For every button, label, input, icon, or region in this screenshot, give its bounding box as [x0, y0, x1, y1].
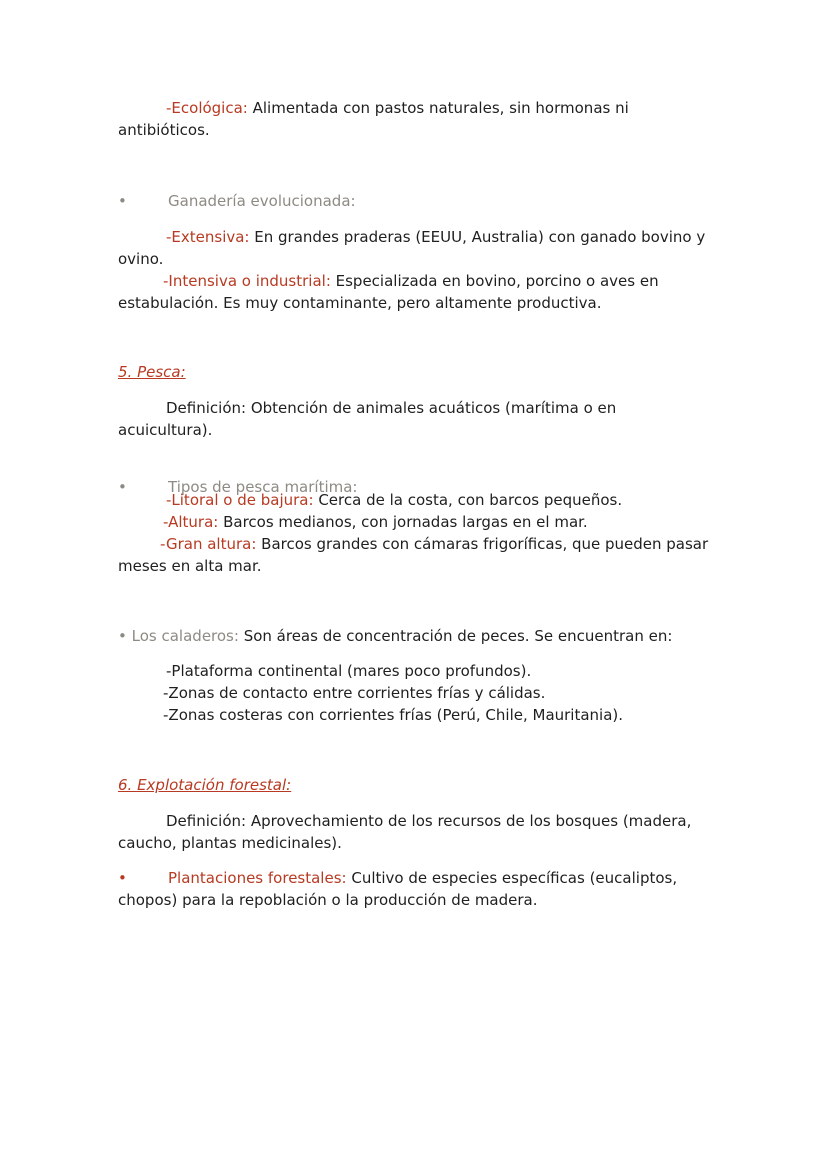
caladeros-item: -Zonas de contacto entre corrientes frías y cálidas.	[163, 684, 546, 702]
pesca-section-title	[118, 361, 713, 383]
altura-label: -Altura:	[163, 513, 219, 531]
bullet-icon: •	[118, 627, 127, 645]
evolucionada-label: Ganadería evolucionada:	[168, 192, 356, 210]
forestal-section-title	[118, 774, 713, 796]
extensiva-text-cont: ovino.	[118, 250, 164, 268]
gran-altura-text: Barcos grandes con cámaras frigoríficas, que pueden pasar	[256, 535, 709, 553]
caladeros-text: Son áreas de concentración de peces. Se encuentran en:	[238, 627, 673, 645]
pesca-definicion	[118, 397, 713, 441]
intensiva-label: -Intensiva o industrial:	[163, 272, 331, 290]
caladeros-item: -Plataforma continental (mares poco profundos).	[166, 662, 532, 680]
extensiva-paragraph	[118, 226, 713, 314]
caladeros-item: -Zonas costeras con corrientes frías (Perú, Chile, Mauritania).	[163, 706, 624, 724]
plantaciones-text-cont: chopos) para la repoblación o la producción de madera.	[118, 891, 538, 909]
forestal-definicion-text: Definición: Aprovechamiento de los recursos de los bosques (madera,	[166, 812, 692, 830]
caladeros-label: Los caladeros:	[131, 627, 239, 645]
pesca-title: 5. Pesca:	[118, 363, 186, 381]
forestal-definicion-cont: caucho, plantas medicinales).	[118, 834, 342, 852]
altura-text: Barcos medianos, con jornadas largas en el mar.	[218, 513, 588, 531]
forestal-definicion	[118, 810, 713, 854]
ecologica-text-cont: antibióticos.	[118, 121, 210, 139]
gran-altura-text-cont: meses en alta mar.	[118, 557, 262, 575]
bullet-icon: •	[118, 192, 127, 210]
plantaciones-label: Plantaciones forestales:	[168, 869, 347, 887]
intensiva-text-cont: estabulación. Es muy contaminante, pero altamente productiva.	[118, 294, 602, 312]
bullet-icon: •	[118, 478, 127, 496]
ecologica-label: -Ecológica:	[166, 99, 248, 117]
litoral-label: -Litoral o de bajura:	[166, 491, 314, 509]
caladeros-heading	[118, 625, 713, 647]
intensiva-text: Especializada en bovino, porcino o aves en	[330, 272, 659, 290]
tipos-list	[118, 489, 713, 577]
bullet-icon: •	[118, 869, 127, 887]
evolucionada-heading	[118, 190, 713, 212]
pesca-definicion-cont: acuicultura).	[118, 421, 213, 439]
ecologica-text: Alimentada con pastos naturales, sin hormonas ni	[247, 99, 629, 117]
forestal-title: 6. Explotación forestal:	[118, 776, 292, 794]
tipos-label: Tipos de pesca marítima:	[168, 478, 358, 496]
extensiva-text: En grandes praderas (EEUU, Australia) con ganado bovino y	[249, 228, 706, 246]
ecologica-paragraph	[118, 97, 713, 141]
caladeros-list	[118, 660, 713, 726]
pesca-definicion-text: Definición: Obtención de animales acuáticos (marítima o en	[166, 399, 617, 417]
plantaciones-paragraph	[118, 867, 713, 911]
gran-altura-label: -Gran altura:	[160, 535, 257, 553]
litoral-text: Cerca de la costa, con barcos pequeños.	[313, 491, 623, 509]
plantaciones-text: Cultivo de especies específicas (eucaliptos,	[346, 869, 678, 887]
extensiva-label: -Extensiva:	[166, 228, 250, 246]
